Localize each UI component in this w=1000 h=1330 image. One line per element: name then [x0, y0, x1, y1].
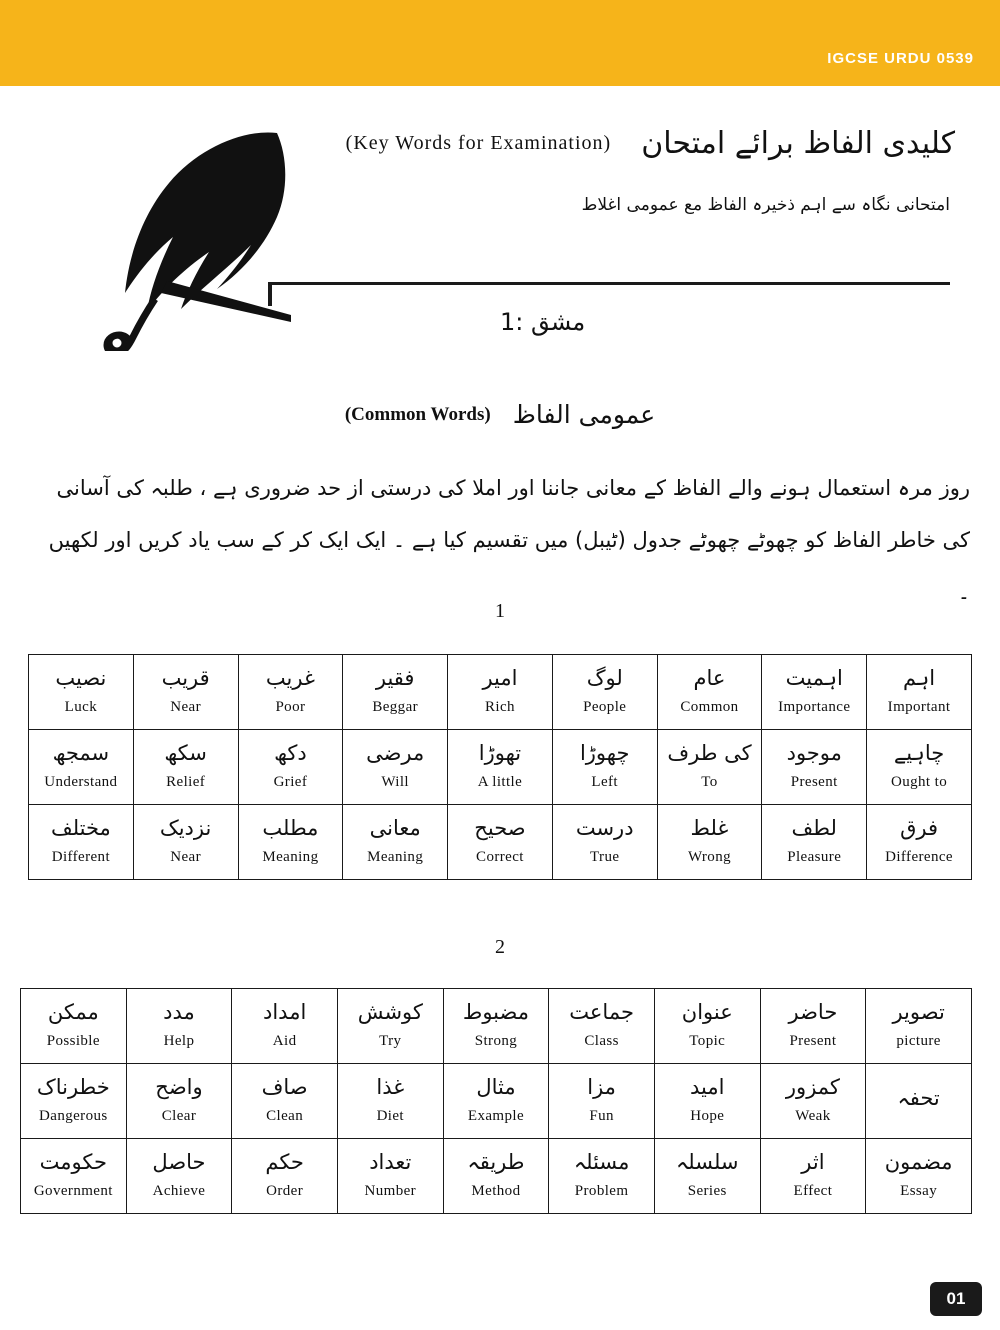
word-urdu: امیر: [482, 665, 518, 690]
word-english: Common: [680, 698, 739, 715]
word-english: Rich: [484, 698, 515, 715]
word-urdu: نصیب: [55, 665, 107, 690]
word-cell: [448, 805, 553, 880]
word-urdu: مختلف: [50, 815, 111, 840]
intro-paragraph: روز مرہ استعمال ہونے والے الفاظ کے معانی جاننا اور املا کی درستی از حد ضروری ہے ، طلبہ کی آسانی کی خاطر الفاظ کو چھوٹے چھوٹے جدول (ٹیبل) میں تقسیم کیا ہے ۔ ایک ایک کر کے سب یاد کریں اور لکھیں ۔: [48, 476, 970, 604]
page-title: [346, 126, 955, 161]
top-banner: [0, 0, 1000, 86]
word-urdu: خطرناک: [36, 1074, 110, 1099]
word-urdu: موجود: [786, 740, 842, 765]
word-cell: [760, 1064, 866, 1139]
page-number-badge: 01: [930, 1282, 982, 1316]
word-english: Fun: [589, 1107, 614, 1124]
word-cell: [657, 805, 762, 880]
word-english: Poor: [275, 698, 306, 715]
word-cell: [762, 655, 867, 730]
word-english: Strong: [474, 1032, 518, 1049]
word-cell: [133, 730, 238, 805]
word-urdu: تعداد: [369, 1149, 412, 1174]
word-english: Importance: [778, 698, 851, 715]
word-urdu: امید: [690, 1074, 725, 1099]
word-cell: [549, 1139, 655, 1214]
word-cell: [126, 1139, 232, 1214]
word-urdu: امداد: [262, 999, 307, 1024]
word-urdu: حکم: [265, 1149, 304, 1174]
word-english: Class: [584, 1032, 619, 1049]
word-cell: [343, 655, 448, 730]
table-row: [29, 655, 972, 730]
word-english: A little: [477, 773, 523, 790]
word-english: Different: [51, 848, 111, 865]
word-english: Pleasure: [787, 848, 842, 865]
word-urdu: سمجھ: [52, 740, 110, 765]
word-cell: [762, 805, 867, 880]
word-english: Problem: [574, 1182, 629, 1199]
word-cell: [654, 1139, 760, 1214]
word-urdu: عام: [693, 665, 726, 690]
word-urdu: تصویر: [892, 999, 945, 1024]
table-row: [21, 989, 972, 1064]
table-row: [21, 1139, 972, 1214]
word-urdu: درست: [575, 815, 634, 840]
word-cell: [133, 805, 238, 880]
word-english: Effect: [793, 1182, 833, 1199]
word-cell: [443, 1139, 549, 1214]
word-english: Essay: [900, 1182, 938, 1199]
word-english: Present: [790, 773, 838, 790]
word-english: Aid: [272, 1032, 297, 1049]
word-urdu: حاصل: [152, 1149, 206, 1174]
word-english: Understand: [44, 773, 118, 790]
word-urdu: دکھ: [274, 740, 307, 765]
word-english: Present: [789, 1032, 837, 1049]
word-urdu: ممکن: [47, 999, 99, 1024]
word-urdu: مثال: [476, 1074, 516, 1099]
word-cell: [549, 989, 655, 1064]
word-urdu: نزدیک: [159, 815, 212, 840]
word-cell: [337, 1064, 443, 1139]
word-cell: [21, 989, 127, 1064]
word-english: Clear: [161, 1107, 197, 1124]
word-urdu: اہمیت: [785, 665, 843, 690]
word-cell: [448, 655, 553, 730]
word-urdu: مطلب: [262, 815, 319, 840]
section-heading: [0, 400, 1000, 429]
word-cell: [654, 1064, 760, 1139]
word-cell: [866, 1139, 972, 1214]
word-cell: [443, 989, 549, 1064]
word-urdu: حکومت: [39, 1149, 107, 1174]
word-english: Government: [33, 1182, 113, 1199]
word-english: Meaning: [262, 848, 319, 865]
word-urdu: صحیح: [474, 815, 526, 840]
word-cell: [867, 730, 972, 805]
word-cell: [549, 1064, 655, 1139]
header-divider: [270, 282, 950, 285]
header-divider-tail: [268, 282, 272, 306]
word-urdu: مرضی: [366, 740, 425, 765]
word-cell: [343, 805, 448, 880]
word-urdu: مضمون: [884, 1149, 953, 1174]
word-cell: [867, 805, 972, 880]
word-table-1: [28, 654, 972, 880]
word-english: Dangerous: [39, 1107, 108, 1124]
word-english: Hope: [690, 1107, 725, 1124]
section-heading-urdu: عمومی الفاظ: [512, 400, 656, 429]
word-cell: [21, 1064, 127, 1139]
word-cell: [238, 730, 343, 805]
page-title-urdu: کلیدی الفاظ برائے امتحان: [641, 126, 955, 161]
word-english: Topic: [689, 1032, 726, 1049]
table-row: [29, 730, 972, 805]
word-cell: [238, 655, 343, 730]
word-table-2: [20, 988, 972, 1214]
word-english: Achieve: [152, 1182, 206, 1199]
exercise-number-label: مشق :1: [500, 308, 586, 336]
word-english: People: [583, 698, 627, 715]
word-cell: [29, 730, 134, 805]
word-english: To: [701, 773, 718, 790]
word-cell: [760, 989, 866, 1064]
word-cell: [760, 1139, 866, 1214]
word-urdu: مزا: [587, 1074, 616, 1099]
word-urdu: مضبوط: [462, 999, 529, 1024]
word-english: Near: [170, 848, 202, 865]
word-cell: [552, 655, 657, 730]
word-cell: [133, 655, 238, 730]
word-urdu: مدد: [163, 999, 195, 1024]
word-english: Wrong: [687, 848, 731, 865]
word-english: Relief: [166, 773, 206, 790]
word-cell: [126, 989, 232, 1064]
word-english: Meaning: [367, 848, 424, 865]
word-urdu: جماعت: [569, 999, 634, 1024]
word-urdu: غلط: [690, 815, 729, 840]
table-row: [21, 1064, 972, 1139]
course-code-label: IGCSE URDU 0539: [827, 50, 974, 67]
word-english: Series: [687, 1182, 727, 1199]
word-english: Help: [163, 1032, 195, 1049]
word-urdu: تھوڑا: [478, 740, 522, 765]
word-cell: [337, 989, 443, 1064]
word-english: Ought to: [891, 773, 948, 790]
word-english: Grief: [273, 773, 308, 790]
word-cell: [29, 655, 134, 730]
word-urdu: چھوڑا: [579, 740, 630, 765]
word-cell: [29, 805, 134, 880]
word-english: Order: [266, 1182, 304, 1199]
word-urdu: طریقہ: [467, 1149, 525, 1174]
word-urdu: حاضر: [788, 999, 838, 1024]
word-english: Example: [467, 1107, 525, 1124]
word-urdu: قریب: [161, 665, 210, 690]
word-cell: [867, 655, 972, 730]
page-subtitle-urdu: امتحانی نگاہ سے اہم ذخیرہ الفاظ مع عمومی اغلاط: [581, 195, 950, 215]
word-cell: [657, 655, 762, 730]
word-urdu: صاف: [261, 1074, 308, 1099]
word-urdu: مسئلہ: [573, 1149, 630, 1174]
header-area: [0, 86, 1000, 336]
word-urdu: غریب: [265, 665, 315, 690]
word-cell: [232, 989, 338, 1064]
word-cell: [343, 730, 448, 805]
word-english: True: [590, 848, 620, 865]
word-cell: [654, 989, 760, 1064]
table-1-number: 1: [495, 600, 505, 622]
word-urdu: لوگ: [586, 665, 623, 690]
word-urdu: لطف: [791, 815, 837, 840]
word-english: Important: [887, 698, 951, 715]
word-urdu: کمزور: [785, 1074, 840, 1099]
page-title-english: (Key Words for Examination): [345, 132, 612, 154]
word-urdu: سلسلہ: [675, 1149, 739, 1174]
word-english: Luck: [64, 698, 98, 715]
word-cell: [126, 1064, 232, 1139]
word-urdu: فرق: [900, 815, 939, 840]
word-english: Clean: [266, 1107, 304, 1124]
word-urdu: فقیر: [375, 665, 415, 690]
word-cell: [232, 1139, 338, 1214]
word-cell: [238, 805, 343, 880]
word-urdu: معانی: [369, 815, 421, 840]
word-cell: [443, 1064, 549, 1139]
word-cell: [866, 989, 972, 1064]
quill-feather-icon: [95, 121, 310, 351]
word-english: Left: [591, 773, 618, 790]
word-english: Weak: [795, 1107, 831, 1124]
word-english: Possible: [46, 1032, 100, 1049]
word-urdu: واضح: [155, 1074, 203, 1099]
word-cell: [866, 1064, 972, 1139]
word-english: Diet: [376, 1107, 405, 1124]
word-urdu: چاہیے: [893, 740, 945, 765]
word-english: Near: [170, 698, 202, 715]
word-urdu: تحفہ: [897, 1085, 940, 1110]
word-english: picture: [896, 1032, 941, 1049]
word-english: Correct: [476, 848, 524, 865]
word-english: Will: [381, 773, 410, 790]
word-english: Number: [364, 1182, 417, 1199]
word-cell: [762, 730, 867, 805]
word-urdu: سکھ: [164, 740, 207, 765]
word-cell: [657, 730, 762, 805]
word-cell: [552, 730, 657, 805]
word-english: Method: [471, 1182, 521, 1199]
word-urdu: کوشش: [357, 999, 423, 1024]
word-urdu: اہم: [903, 665, 936, 690]
word-cell: [448, 730, 553, 805]
table-2-number: 2: [495, 936, 505, 958]
word-urdu: کی طرف: [667, 740, 752, 765]
word-urdu: عنوان: [681, 999, 733, 1024]
banner-inner: [0, 0, 1000, 86]
word-cell: [21, 1139, 127, 1214]
word-cell: [232, 1064, 338, 1139]
word-cell: [552, 805, 657, 880]
section-heading-english: (Common Words): [344, 403, 491, 425]
word-urdu: غذا: [376, 1074, 405, 1099]
table-row: [29, 805, 972, 880]
word-english: Try: [379, 1032, 402, 1049]
word-cell: [337, 1139, 443, 1214]
word-urdu: اثر: [801, 1149, 825, 1174]
word-english: Beggar: [372, 698, 419, 715]
word-english: Difference: [885, 848, 953, 865]
